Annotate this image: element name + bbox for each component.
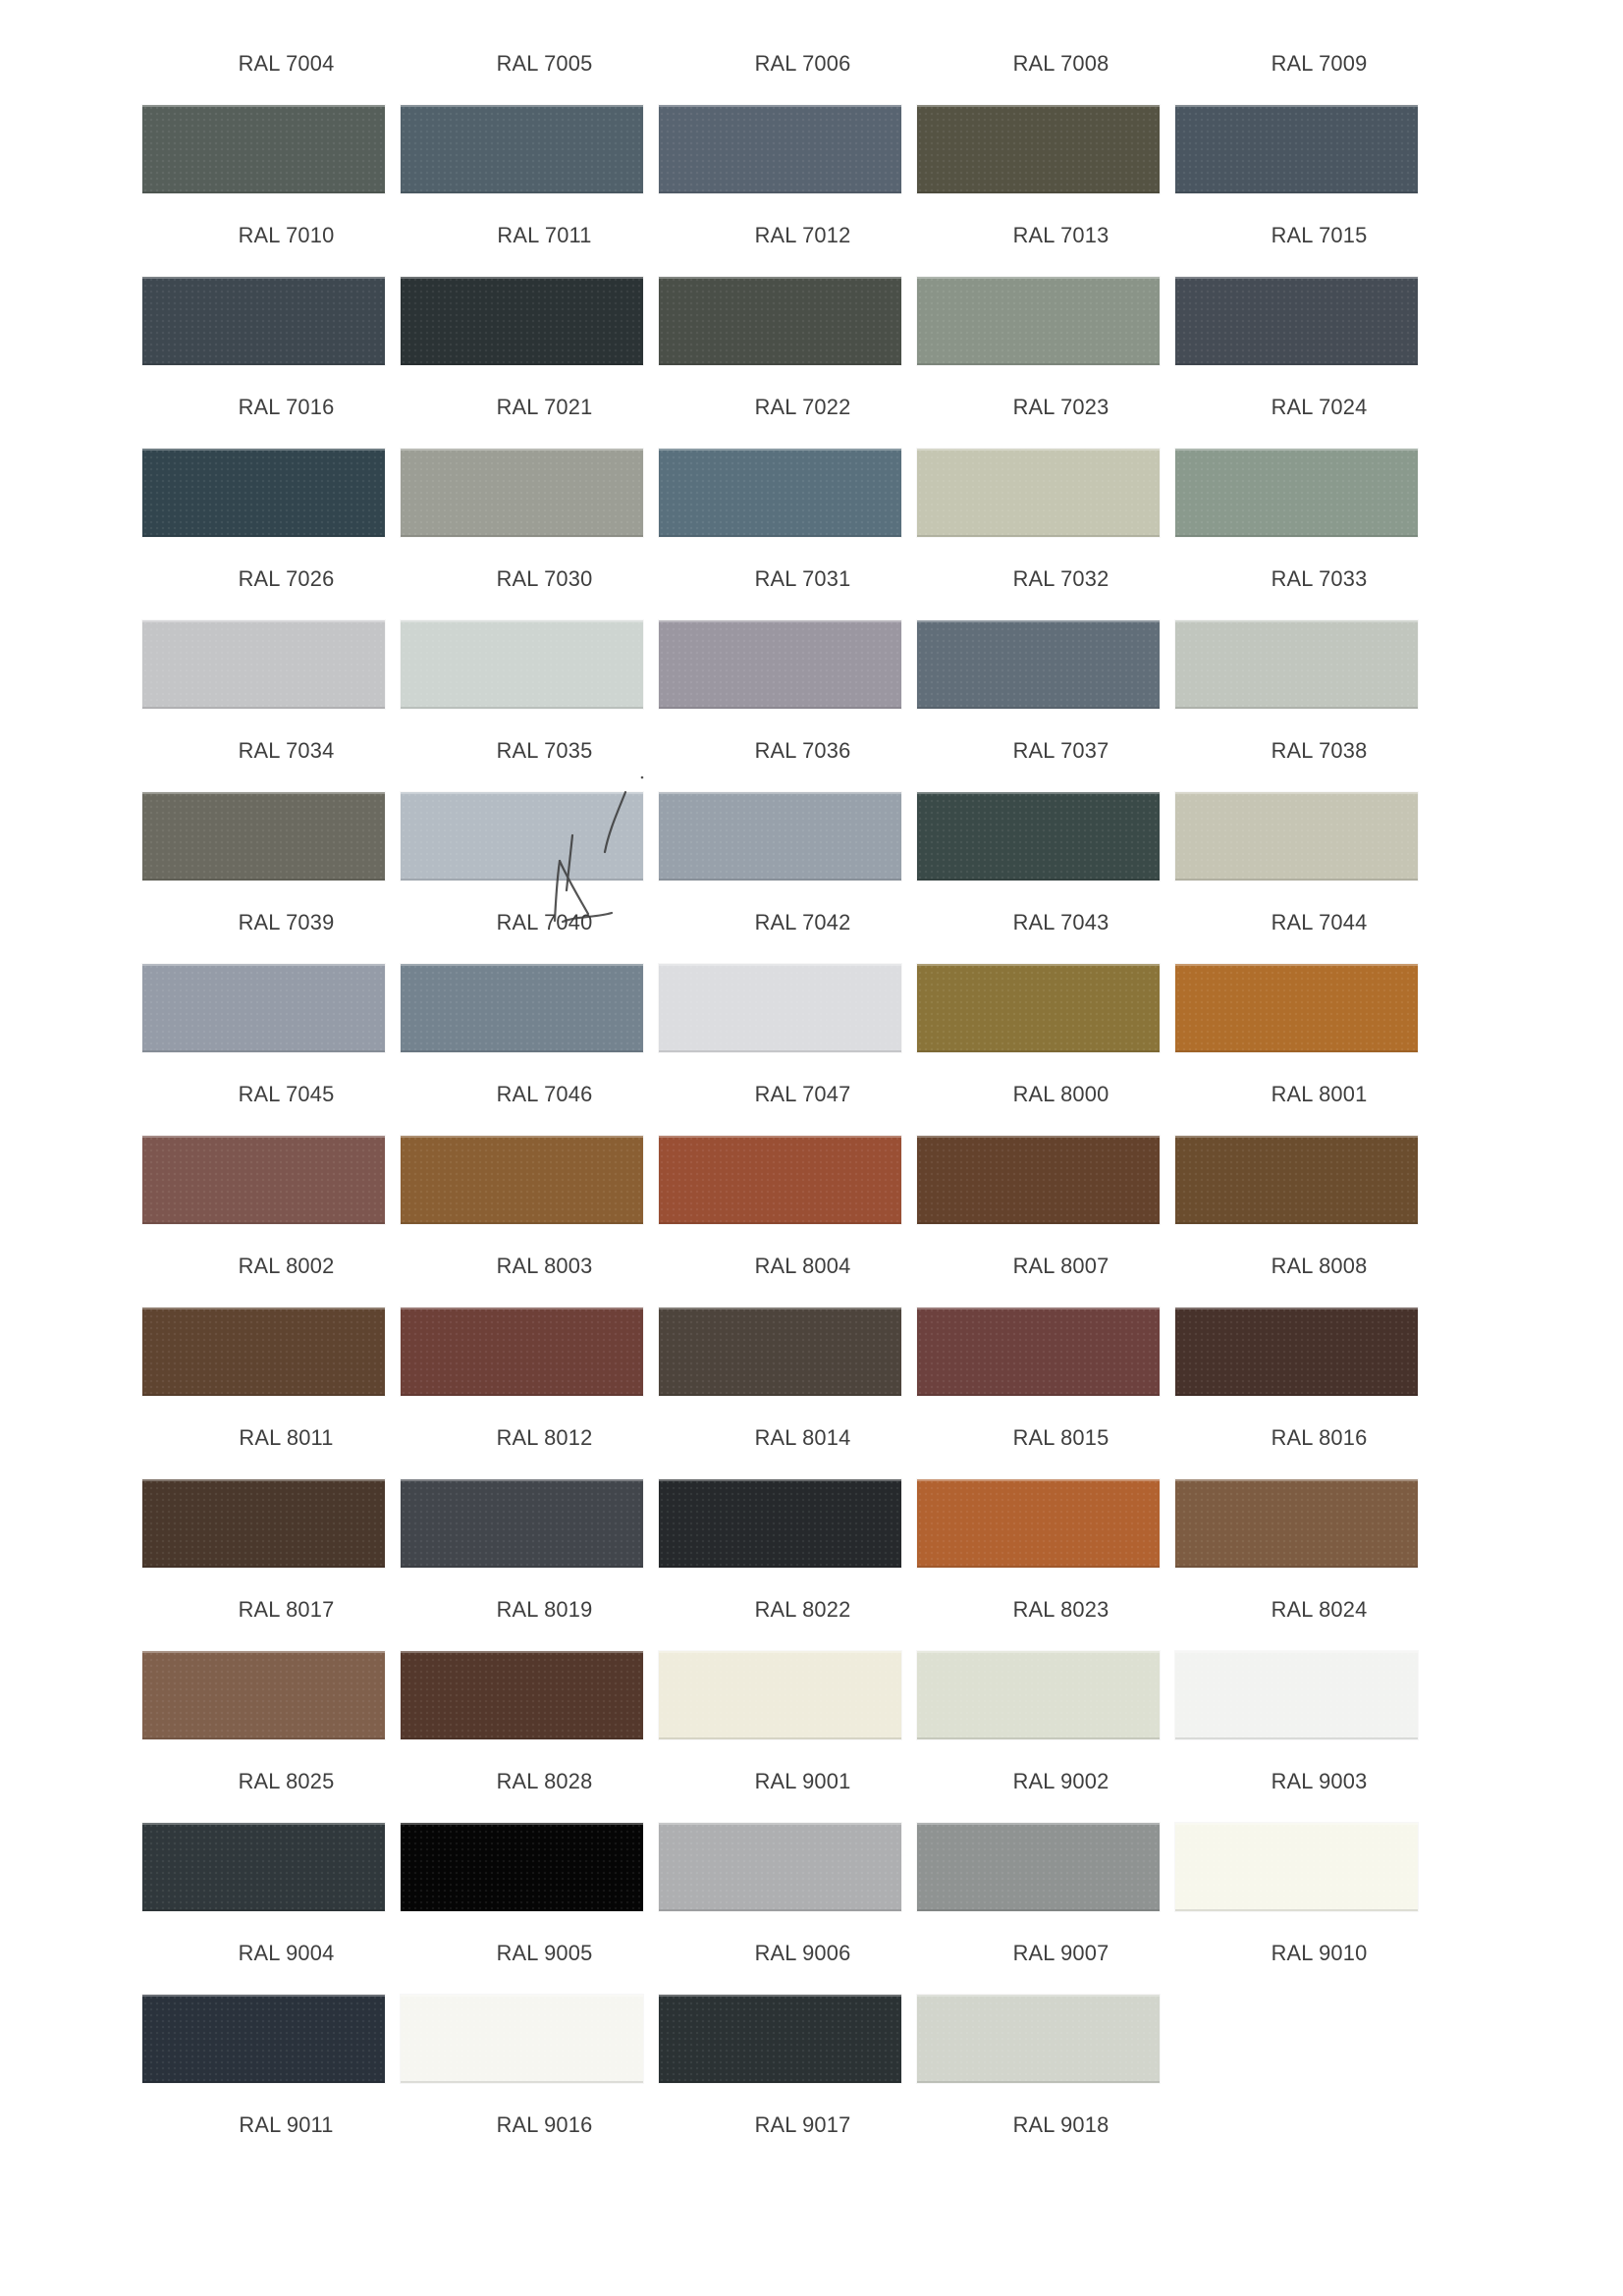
color-swatch: [917, 1651, 1160, 1739]
color-swatch: [401, 277, 643, 365]
color-swatch: [142, 1136, 385, 1224]
ral-label-row: [0, 193, 1623, 277]
ral-code-label: RAL 7015: [1271, 222, 1368, 247]
color-swatch: [401, 105, 643, 193]
color-swatch: [917, 1479, 1160, 1568]
color-swatch: [1175, 964, 1418, 1052]
ral-code-label: RAL 7033: [1271, 565, 1368, 591]
color-swatch: [659, 1479, 901, 1568]
empty-cell: [1175, 1995, 1418, 2083]
color-swatch: [917, 964, 1160, 1052]
color-swatch: [142, 1479, 385, 1568]
color-swatch: [401, 1995, 643, 2083]
color-swatch: [1175, 449, 1418, 537]
ral-code-label: RAL 7012: [754, 222, 851, 247]
color-swatch: [659, 964, 901, 1052]
color-swatch: [142, 1823, 385, 1911]
ral-code-label: RAL 8012: [496, 1424, 593, 1450]
color-swatch: [917, 792, 1160, 881]
ral-code-label: RAL 7038: [1271, 737, 1368, 763]
color-swatch: [401, 1308, 643, 1396]
ral-code-label: RAL 7005: [496, 50, 593, 76]
ral-code-label: RAL 7006: [754, 50, 851, 76]
color-swatch: [142, 1308, 385, 1396]
ral-code-label: RAL 8000: [1012, 1081, 1109, 1106]
ral-code-label: RAL 7010: [238, 222, 335, 247]
ral-code-label: RAL 7024: [1271, 394, 1368, 419]
color-swatch: [659, 1308, 901, 1396]
color-swatch-row: [0, 449, 1623, 537]
color-swatch: [1175, 792, 1418, 881]
ral-code-label: RAL 7045: [238, 1081, 335, 1106]
ral-code-label: RAL 8022: [754, 1596, 851, 1622]
color-swatch: [917, 1823, 1160, 1911]
color-swatch: [917, 449, 1160, 537]
color-swatch: [401, 792, 643, 881]
color-swatch: [917, 1136, 1160, 1224]
ral-code-label: RAL 7035: [496, 737, 593, 763]
ral-code-label: RAL 9003: [1271, 1768, 1368, 1793]
ral-label-row: [0, 2083, 1623, 2166]
color-swatch: [1175, 277, 1418, 365]
color-swatch: [142, 620, 385, 709]
ral-code-label: RAL 9005: [496, 1940, 593, 1965]
ral-code-label: RAL 7036: [754, 737, 851, 763]
ral-code-label: RAL 7009: [1271, 50, 1368, 76]
color-swatch: [401, 1651, 643, 1739]
ral-code-label: RAL 7047: [754, 1081, 851, 1106]
ral-code-label: RAL 8011: [239, 1424, 334, 1450]
color-swatch: [1175, 1651, 1418, 1739]
ral-code-label: RAL 8025: [238, 1768, 335, 1793]
color-swatch: [401, 1136, 643, 1224]
ral-code-label: RAL 8007: [1012, 1253, 1109, 1278]
color-swatch: [401, 620, 643, 709]
color-swatch: [1175, 1308, 1418, 1396]
color-swatch: [142, 792, 385, 881]
color-swatch: [1175, 620, 1418, 709]
color-swatch-row: [0, 1995, 1623, 2083]
ral-code-label: RAL 7011: [497, 222, 592, 247]
ral-code-label: RAL 8003: [496, 1253, 593, 1278]
ral-code-label: RAL 9001: [754, 1768, 851, 1793]
color-swatch: [1175, 1479, 1418, 1568]
color-swatch: [401, 964, 643, 1052]
color-swatch: [659, 620, 901, 709]
ral-code-label: RAL 9002: [1012, 1768, 1109, 1793]
color-swatch-row: [0, 105, 1623, 193]
color-swatch-row: [0, 792, 1623, 881]
ral-code-label: RAL 8004: [754, 1253, 851, 1278]
color-swatch: [142, 964, 385, 1052]
ral-label-row: [0, 1224, 1623, 1308]
color-swatch-row: [0, 964, 1623, 1052]
ral-code-label: RAL 8028: [496, 1768, 593, 1793]
ral-code-label: RAL 7031: [754, 565, 851, 591]
color-swatch-row: [0, 1823, 1623, 1911]
ral-code-label: RAL 7043: [1012, 909, 1109, 934]
color-swatch: [142, 1651, 385, 1739]
ral-code-label: RAL 7021: [496, 394, 593, 419]
color-swatch: [1175, 1136, 1418, 1224]
color-swatch: [917, 105, 1160, 193]
ral-code-label: RAL 8008: [1271, 1253, 1368, 1278]
color-swatch: [659, 1823, 901, 1911]
color-swatch: [917, 1995, 1160, 2083]
color-swatch-row: [0, 277, 1623, 365]
color-swatch: [142, 1995, 385, 2083]
color-swatch-row: [0, 620, 1623, 709]
ral-code-label: RAL 8001: [1271, 1081, 1368, 1106]
color-swatch: [401, 449, 643, 537]
ral-label-row: [0, 709, 1623, 792]
color-swatch: [659, 449, 901, 537]
ral-code-label: RAL 8016: [1271, 1424, 1368, 1450]
color-swatch: [917, 1308, 1160, 1396]
ral-label-row: [0, 1052, 1623, 1136]
ral-code-label: RAL 7042: [754, 909, 851, 934]
color-swatch: [659, 277, 901, 365]
ral-code-label: RAL 8024: [1271, 1596, 1368, 1622]
ral-label-row: [0, 1568, 1623, 1651]
ral-code-label: RAL 8015: [1012, 1424, 1109, 1450]
ral-code-label: RAL 7013: [1012, 222, 1109, 247]
color-swatch: [1175, 105, 1418, 193]
ral-code-label: RAL 9006: [754, 1940, 851, 1965]
ral-code-label: RAL 7034: [238, 737, 335, 763]
ral-code-label: RAL 7039: [238, 909, 335, 934]
ral-code-label: RAL 7016: [238, 394, 335, 419]
ral-label-row: [0, 1911, 1623, 1995]
color-swatch: [659, 792, 901, 881]
color-swatch: [401, 1823, 643, 1911]
ral-code-label: RAL 7032: [1012, 565, 1109, 591]
color-swatch: [659, 105, 901, 193]
ral-label-row: [0, 365, 1623, 449]
ral-code-label: RAL 9017: [754, 2111, 851, 2137]
ral-code-label: RAL 9007: [1012, 1940, 1109, 1965]
ral-color-chart: [0, 22, 1623, 2166]
ral-code-label: RAL 7046: [496, 1081, 593, 1106]
ral-code-label: RAL 7008: [1012, 50, 1109, 76]
color-swatch-row: [0, 1308, 1623, 1396]
ral-code-label: RAL 7023: [1012, 394, 1109, 419]
ral-code-label: RAL 8023: [1012, 1596, 1109, 1622]
color-swatch: [659, 1651, 901, 1739]
ral-code-label: RAL 7044: [1271, 909, 1368, 934]
color-swatch-row: [0, 1136, 1623, 1224]
ral-label-row: [0, 1739, 1623, 1823]
ral-code-label: RAL 9004: [238, 1940, 335, 1965]
ral-code-label: RAL 7026: [238, 565, 335, 591]
color-swatch: [659, 1136, 901, 1224]
ral-code-label: RAL 7022: [754, 394, 851, 419]
ral-label-row: [0, 1396, 1623, 1479]
ral-code-label: RAL 7037: [1012, 737, 1109, 763]
ral-code-label: RAL 9011: [239, 2111, 334, 2137]
ral-code-label: RAL 7030: [496, 565, 593, 591]
ral-label-row: [0, 537, 1623, 620]
ral-code-label: RAL 9010: [1271, 1940, 1368, 1965]
ral-label-row: [0, 22, 1623, 105]
color-swatch: [142, 449, 385, 537]
ral-code-label: RAL 9018: [1012, 2111, 1109, 2137]
ral-code-label: RAL 8019: [496, 1596, 593, 1622]
ral-code-label: RAL 8014: [754, 1424, 851, 1450]
ral-code-label: RAL 8017: [238, 1596, 335, 1622]
color-swatch: [401, 1479, 643, 1568]
color-swatch: [917, 277, 1160, 365]
ral-code-label: RAL 9016: [496, 2111, 593, 2137]
color-swatch: [659, 1995, 901, 2083]
ral-label-row: [0, 881, 1623, 964]
color-swatch: [917, 620, 1160, 709]
color-swatch-row: [0, 1479, 1623, 1568]
color-swatch: [142, 277, 385, 365]
ral-code-label: RAL 8002: [238, 1253, 335, 1278]
color-swatch: [142, 105, 385, 193]
ral-code-label: RAL 7040: [496, 909, 593, 934]
ral-code-label: RAL 7004: [238, 50, 335, 76]
color-swatch-row: [0, 1651, 1623, 1739]
color-swatch: [1175, 1823, 1418, 1911]
